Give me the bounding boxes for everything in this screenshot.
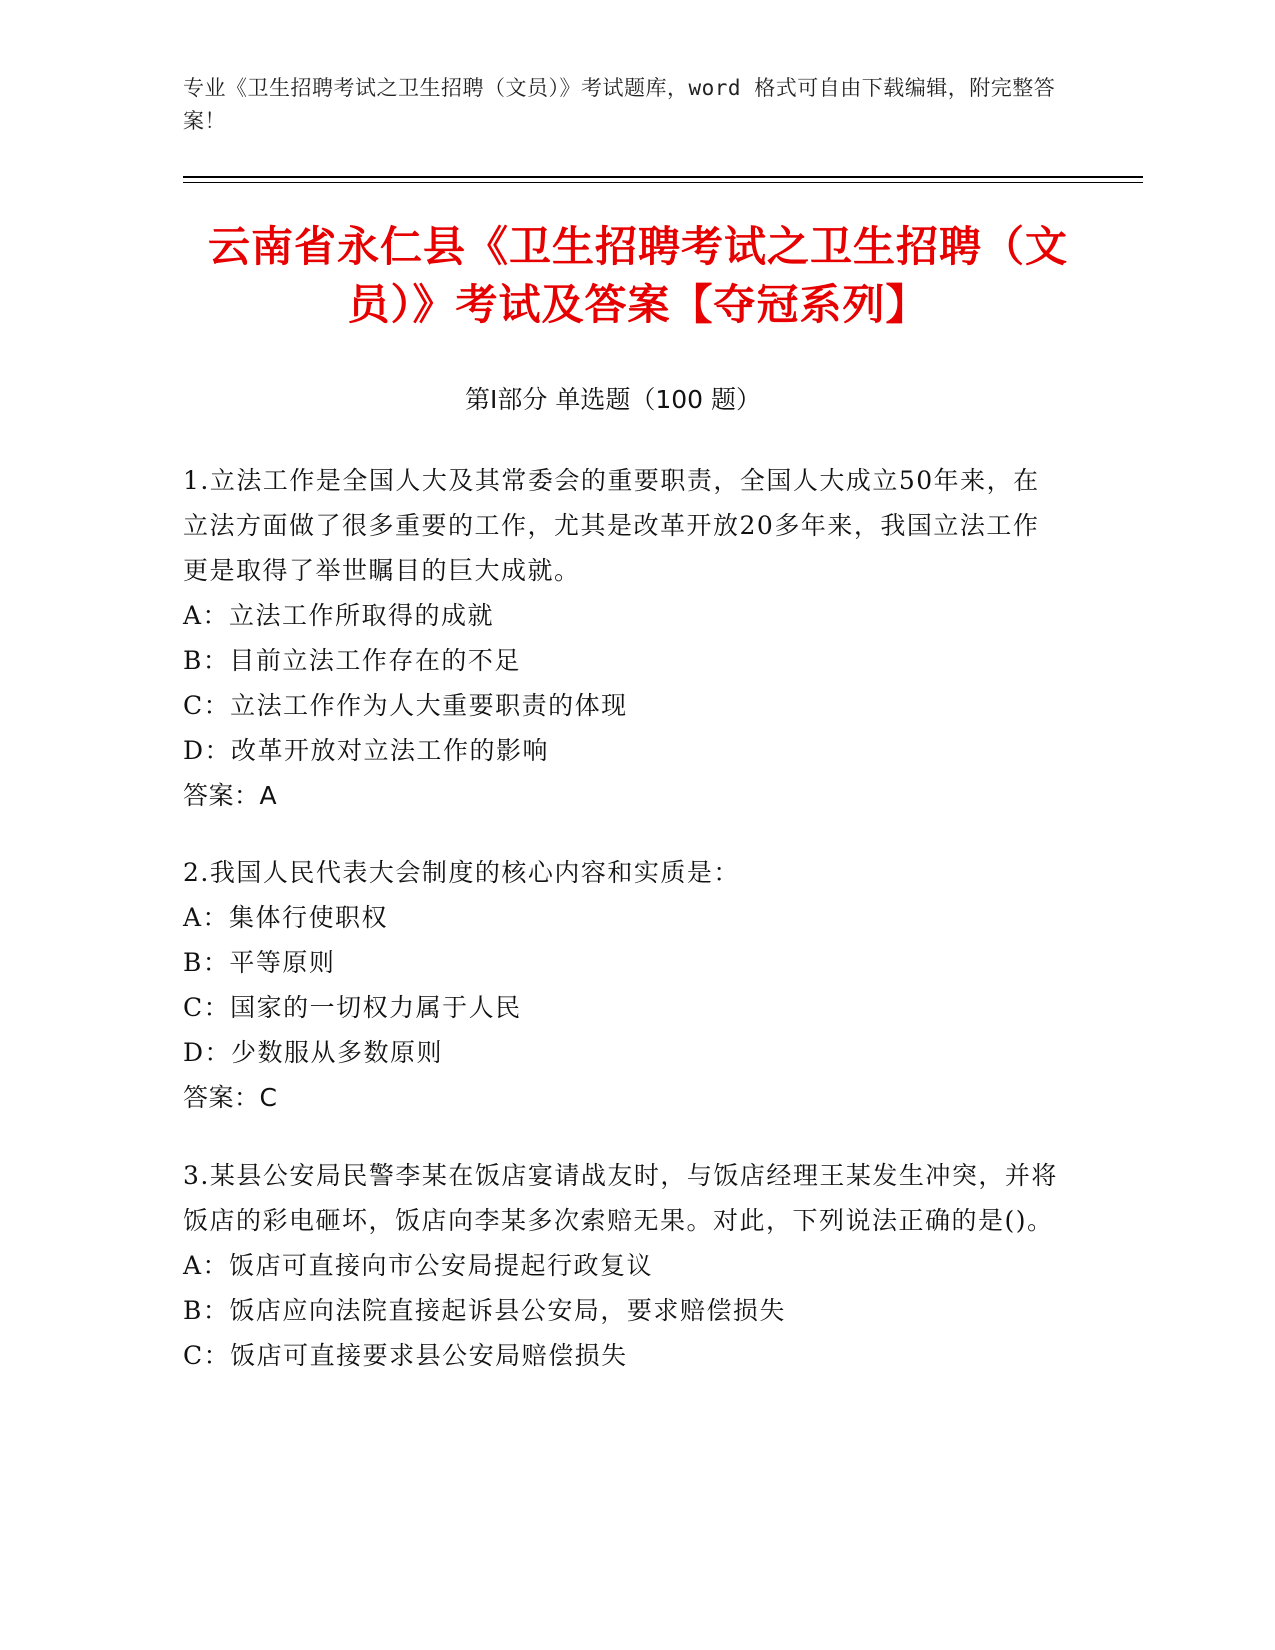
question-stem: 3.某县公安局民警李某在饭店宴请战友时，与饭店经理王某发生冲突，并将饭店的彩电砸坏，饭店向李某多次索赔无果。对此，下列说法正确的是()。 xyxy=(183,1161,1058,1235)
header-divider-thick xyxy=(183,176,1143,178)
option-a: A：立法工作所取得的成就 xyxy=(183,601,495,630)
option-c: C：立法工作作为人大重要职责的体现 xyxy=(183,691,628,720)
option-b: B：目前立法工作存在的不足 xyxy=(183,646,521,675)
option-d: D：少数服从多数原则 xyxy=(183,1038,444,1067)
option-d: D：改革开放对立法工作的影响 xyxy=(183,736,550,765)
section-heading: 第Ⅰ部分 单选题（100 题） xyxy=(465,385,761,414)
question-1 xyxy=(183,458,1063,818)
option-c: C：国家的一切权力属于人民 xyxy=(183,993,522,1022)
option-b: B：平等原则 xyxy=(183,948,336,977)
question-stem: 1.立法工作是全国人大及其常委会的重要职责，全国人大成立50年来，在立法方面做了很多重要的工作，尤其是改革开放20多年来，我国立法工作更是取得了举世瞩目的巨大成就。 xyxy=(183,466,1040,585)
answer: 答案：C xyxy=(183,1083,278,1112)
question-2 xyxy=(183,850,1063,1120)
document-title: 云南省永仁县《卫生招聘考试之卫生招聘（文员）》考试及答案【夺冠系列】 xyxy=(207,222,1068,329)
answer: 答案：A xyxy=(183,781,278,810)
option-a: A：饭店可直接向市公安局提起行政复议 xyxy=(183,1251,654,1280)
question-stem: 2.我国人民代表大会制度的核心内容和实质是： xyxy=(183,858,740,887)
header-note: 专业《卫生招聘考试之卫生招聘（文员）》考试题库，word 格式可自由下载编辑，附完整答案！ xyxy=(183,76,1056,133)
option-b: B：饭店应向法院直接起诉县公安局，要求赔偿损失 xyxy=(183,1296,786,1325)
option-a: A：集体行使职权 xyxy=(183,903,389,932)
option-c: C：饭店可直接要求县公安局赔偿损失 xyxy=(183,1341,628,1370)
header-divider-thin xyxy=(183,182,1143,183)
question-3 xyxy=(183,1153,1063,1378)
